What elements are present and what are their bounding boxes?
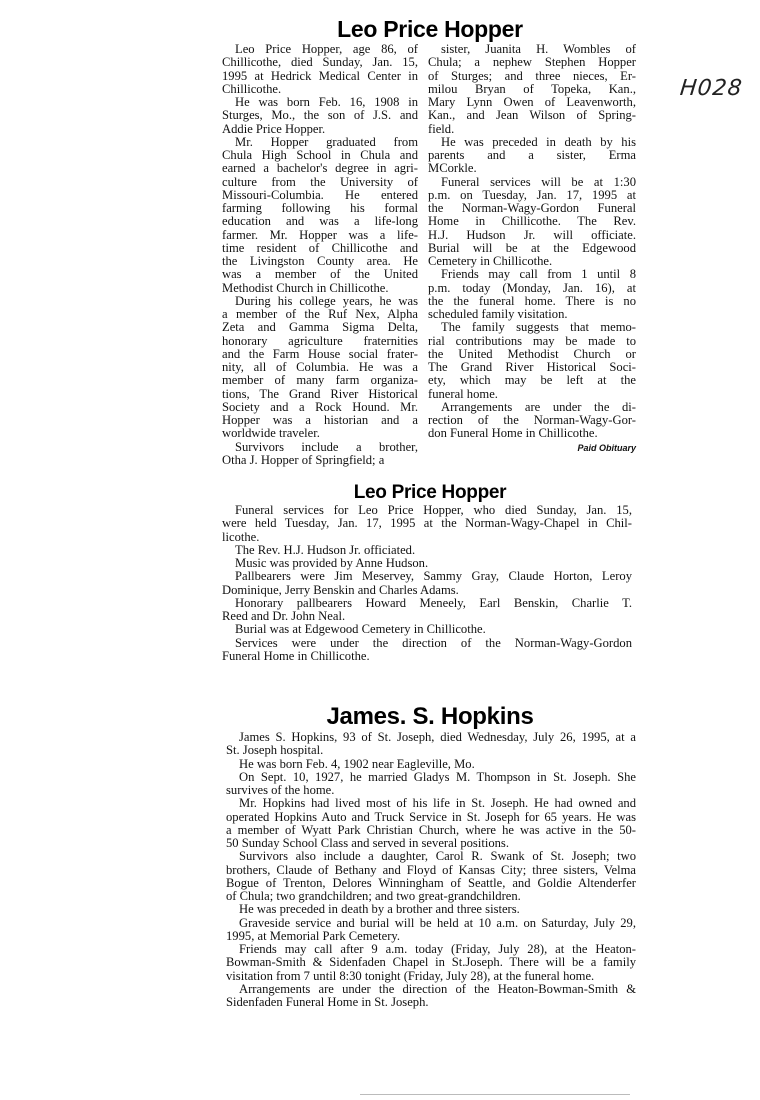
text-line: Kan., and Jean Wilson of Spring- — [428, 108, 636, 123]
paragraph — [222, 623, 632, 636]
text-line: Burial was at Edgewood Cemetery in Chillicothe. — [235, 622, 486, 637]
text-line: Mary Lynn Owen of Leavenworth, — [428, 95, 636, 109]
paragraph — [226, 903, 636, 916]
paragraph — [222, 441, 418, 468]
text-line: Pallbearers were Jim Meservey, Sammy Gray, Claude Horton, Leroy — [235, 569, 632, 584]
text-line: Sturges, Mo., the son of J.S. and — [222, 108, 418, 123]
text-line: He was preceded in death by a brother and three sisters. — [239, 902, 520, 917]
text-line: the Livingston County area. He — [222, 254, 418, 268]
text-line: Funeral Home in Chillicothe. — [222, 648, 370, 663]
text-line: 50 Sunday School Class and served in several positions. — [226, 836, 509, 850]
text-line: Funeral services for Leo Price Hopper, who died Sunday, Jan. 15, — [235, 503, 632, 517]
article-1-column-2 — [428, 43, 636, 455]
text-line: Addie Price Hopper. — [222, 121, 326, 136]
text-line: Funeral services will be at 1:30 — [441, 174, 636, 189]
text-line: survives of the home. — [226, 783, 335, 797]
text-line: Chula High School in Chula and — [222, 148, 418, 162]
text-line: of Sturges; and three nieces, Er- — [428, 68, 636, 83]
text-line: Leo Price Hopper, age 86, of — [235, 42, 418, 56]
text-line: Bowman-Smith & Sidenfaden Chapel in St.Joseph. There will be a family — [226, 955, 636, 970]
text-line: farming following his formal — [222, 201, 418, 215]
text-line: Chula; a nephew Stephen Hopper — [428, 55, 636, 70]
text-line: honorary agriculture fraternities — [222, 333, 418, 348]
paragraph — [222, 96, 418, 136]
text-line: Graveside service and burial will be held at 10 a.m. on Saturday, July 29, — [239, 915, 636, 930]
text-line: member of many farm organiza- — [222, 373, 418, 388]
text-line: Home in Chillicothe. The Rev. — [428, 214, 636, 229]
paragraph — [222, 295, 418, 441]
text-line: Cemetery in Chillicothe. — [428, 254, 553, 268]
paragraph — [222, 43, 418, 96]
text-line: licothe. — [222, 529, 260, 544]
text-line: Music was provided by Anne Hudson. — [235, 556, 429, 570]
text-line: MCorkle. — [428, 161, 477, 176]
text-line: culture from the University of — [222, 174, 418, 189]
paragraph — [222, 570, 632, 597]
text-line: rection of the Norman-Wagy-Gor- — [428, 413, 636, 427]
text-line: p.m. on Tuesday, Jan. 17, 1995 at — [428, 187, 636, 202]
text-line: funeral home. — [428, 386, 498, 401]
paragraph — [222, 637, 632, 664]
text-line: Survivors include a brother, — [235, 439, 418, 454]
article-2-title: Leo Price Hopper — [353, 482, 507, 503]
text-line: Survivors also include a daughter, Carol R. Swank of St. Joseph; two — [239, 849, 636, 864]
paragraph — [226, 943, 636, 983]
paragraph — [428, 136, 636, 176]
paragraph — [222, 504, 632, 544]
article-3-body — [226, 731, 636, 1009]
text-line: Dominique, Jerry Benskin and Charles Adams. — [222, 582, 459, 597]
text-line: and the Farm House social frater- — [222, 346, 418, 361]
paragraph — [226, 758, 636, 771]
text-line: were held Tuesday, Jan. 17, 1995 at the Norman-Wagy-Chapel in Chil- — [222, 516, 632, 531]
text-line: the the funeral home. There is no — [428, 293, 636, 308]
text-line: The Grand River Historical Soci- — [428, 360, 636, 374]
text-line: Arrangements are under the di- — [441, 399, 636, 414]
paragraph — [428, 176, 636, 269]
text-line: Services were under the direction of the Norman-Wagy-Gordon — [235, 635, 632, 650]
paragraph — [222, 597, 632, 624]
text-line: ety, which may be left at the — [428, 373, 636, 388]
text-line: time resident of Chillicothe and — [222, 240, 418, 255]
bottom-rule — [360, 1094, 630, 1095]
text-line: scheduled family visitation. — [428, 307, 568, 321]
text-line: parents and a sister, Erma — [428, 148, 636, 162]
text-line: sister, Juanita H. Wombles of — [441, 42, 636, 56]
text-line: Friends may call from 1 until 8 — [441, 267, 636, 282]
text-line: the Norman-Wagy-Gordon Funeral — [428, 201, 636, 215]
paragraph — [222, 136, 418, 295]
text-line: He was born Feb. 16, 1908 in — [235, 95, 418, 109]
text-line: James S. Hopkins, 93 of St. Joseph, died Wednesday, July 26, 1995, at a — [239, 730, 636, 744]
text-line: During his college years, he was — [235, 293, 418, 308]
text-line: Missouri-Columbia. He entered — [222, 187, 418, 202]
text-line: Chillicothe, died Sunday, Jan. 15, — [222, 55, 418, 70]
text-line: He was born Feb. 4, 1902 near Eagleville, Mo. — [239, 756, 475, 771]
text-line: Mr. Hopkins had lived most of his life in St. Joseph. He had owned and — [239, 796, 636, 811]
text-line: Zeta and Gamma Sigma Delta, — [222, 320, 418, 335]
text-line: Reed and Dr. John Neal. — [222, 609, 346, 623]
text-line: 1995, at Memorial Park Cemetery. — [226, 928, 401, 943]
text-line: Burial will be at the Edgewood — [428, 240, 636, 255]
paragraph — [428, 321, 636, 401]
text-line: The family suggests that memo- — [441, 320, 636, 335]
paragraph — [222, 557, 632, 570]
text-line: The Rev. H.J. Hudson Jr. officiated. — [235, 542, 416, 557]
text-line: the United Methodist Church or — [428, 346, 636, 361]
article-2-body — [222, 504, 632, 663]
paid-obituary-label: Paid Obituary — [577, 442, 636, 453]
text-line: 1995 at Hedrick Medical Center in — [222, 68, 418, 83]
text-line: Chillicothe. — [222, 81, 282, 96]
text-line: worldwide traveler. — [222, 426, 320, 441]
text-line: H.J. Hudson Jr. will officiate. — [428, 227, 636, 242]
paragraph — [428, 43, 636, 136]
text-line: earned a bachelor's degree in agri- — [222, 161, 418, 176]
text-line: Honorary pallbearers Howard Meneely, Earl Benskin, Charlie T. — [235, 595, 632, 610]
text-line: field. — [428, 121, 455, 136]
text-line: Friends may call after 9 a.m. today (Friday, July 28), at the Heaton- — [239, 942, 636, 956]
text-line: Otha J. Hopper of Springfield; a — [222, 452, 385, 467]
text-line: He was preceded in death by his — [441, 134, 636, 149]
text-line: Arrangements are under the direction of the Heaton-Bowman-Smith & — [239, 981, 636, 996]
text-line: farmer. Mr. Hopper was a life- — [222, 227, 418, 242]
paragraph — [226, 983, 636, 1010]
text-line: St. Joseph hospital. — [226, 743, 324, 758]
text-line: Bogue of Trenton, Delores Winningham of Seattle, and Goldie Altenderfer — [226, 875, 636, 890]
text-line: Mr. Hopper graduated from — [235, 134, 418, 149]
text-line: a member of the Ruf Nex, Alpha — [222, 307, 418, 321]
text-line: Hopper was a historian and a — [222, 413, 418, 427]
text-line: nity, all of Columbia. He was a — [222, 360, 418, 374]
article-1-title: Leo Price Hopper — [337, 16, 523, 42]
paragraph — [226, 917, 636, 944]
text-line: On Sept. 10, 1927, he married Gladys M. Thompson in St. Joseph. She — [239, 769, 636, 784]
text-line: p.m. today (Monday, Jan. 16), at — [428, 280, 636, 295]
article-1-column-1 — [222, 43, 418, 467]
text-line: Methodist Church in Chillicothe. — [222, 280, 389, 295]
text-line: rial contributions may be made to — [428, 333, 636, 348]
handwritten-note: H028 — [678, 76, 744, 101]
paragraph — [226, 771, 636, 798]
text-line: operated Hopkins Auto and Truck Service in St. Joseph for 65 years. He was — [226, 809, 636, 824]
text-line: brothers, Claude of Bethany and Floyd of Kansas City; three sisters, Velma — [226, 862, 636, 877]
text-line: of Chula; two grandchildren; and two great-grandchildren. — [226, 889, 521, 903]
text-line: Society and a Rock Hound. Mr. — [222, 399, 418, 414]
text-line: Sidenfaden Funeral Home in St. Joseph. — [226, 995, 429, 1009]
paragraph — [222, 544, 632, 557]
text-line: education and was a life-long — [222, 214, 418, 229]
text-line: visitation from 7 until 8:30 tonight (Friday, July 28), at the funeral home. — [226, 968, 595, 983]
text-line: milou Bryan of Topeka, Kan., — [428, 81, 636, 96]
article-3-title: James. S. Hopkins — [326, 703, 534, 730]
paragraph — [226, 850, 636, 903]
paragraph — [428, 268, 636, 321]
text-line: don Funeral Home in Chillicothe. — [428, 426, 598, 441]
paragraph — [226, 731, 636, 758]
text-line: a member of Wyatt Park Christian Church, where he was active in the 50- — [226, 822, 636, 837]
paragraph — [428, 401, 636, 441]
text-line: tions, The Grand River Historical — [222, 386, 418, 401]
paragraph — [226, 797, 636, 850]
text-line: was a member of the United — [222, 267, 418, 282]
